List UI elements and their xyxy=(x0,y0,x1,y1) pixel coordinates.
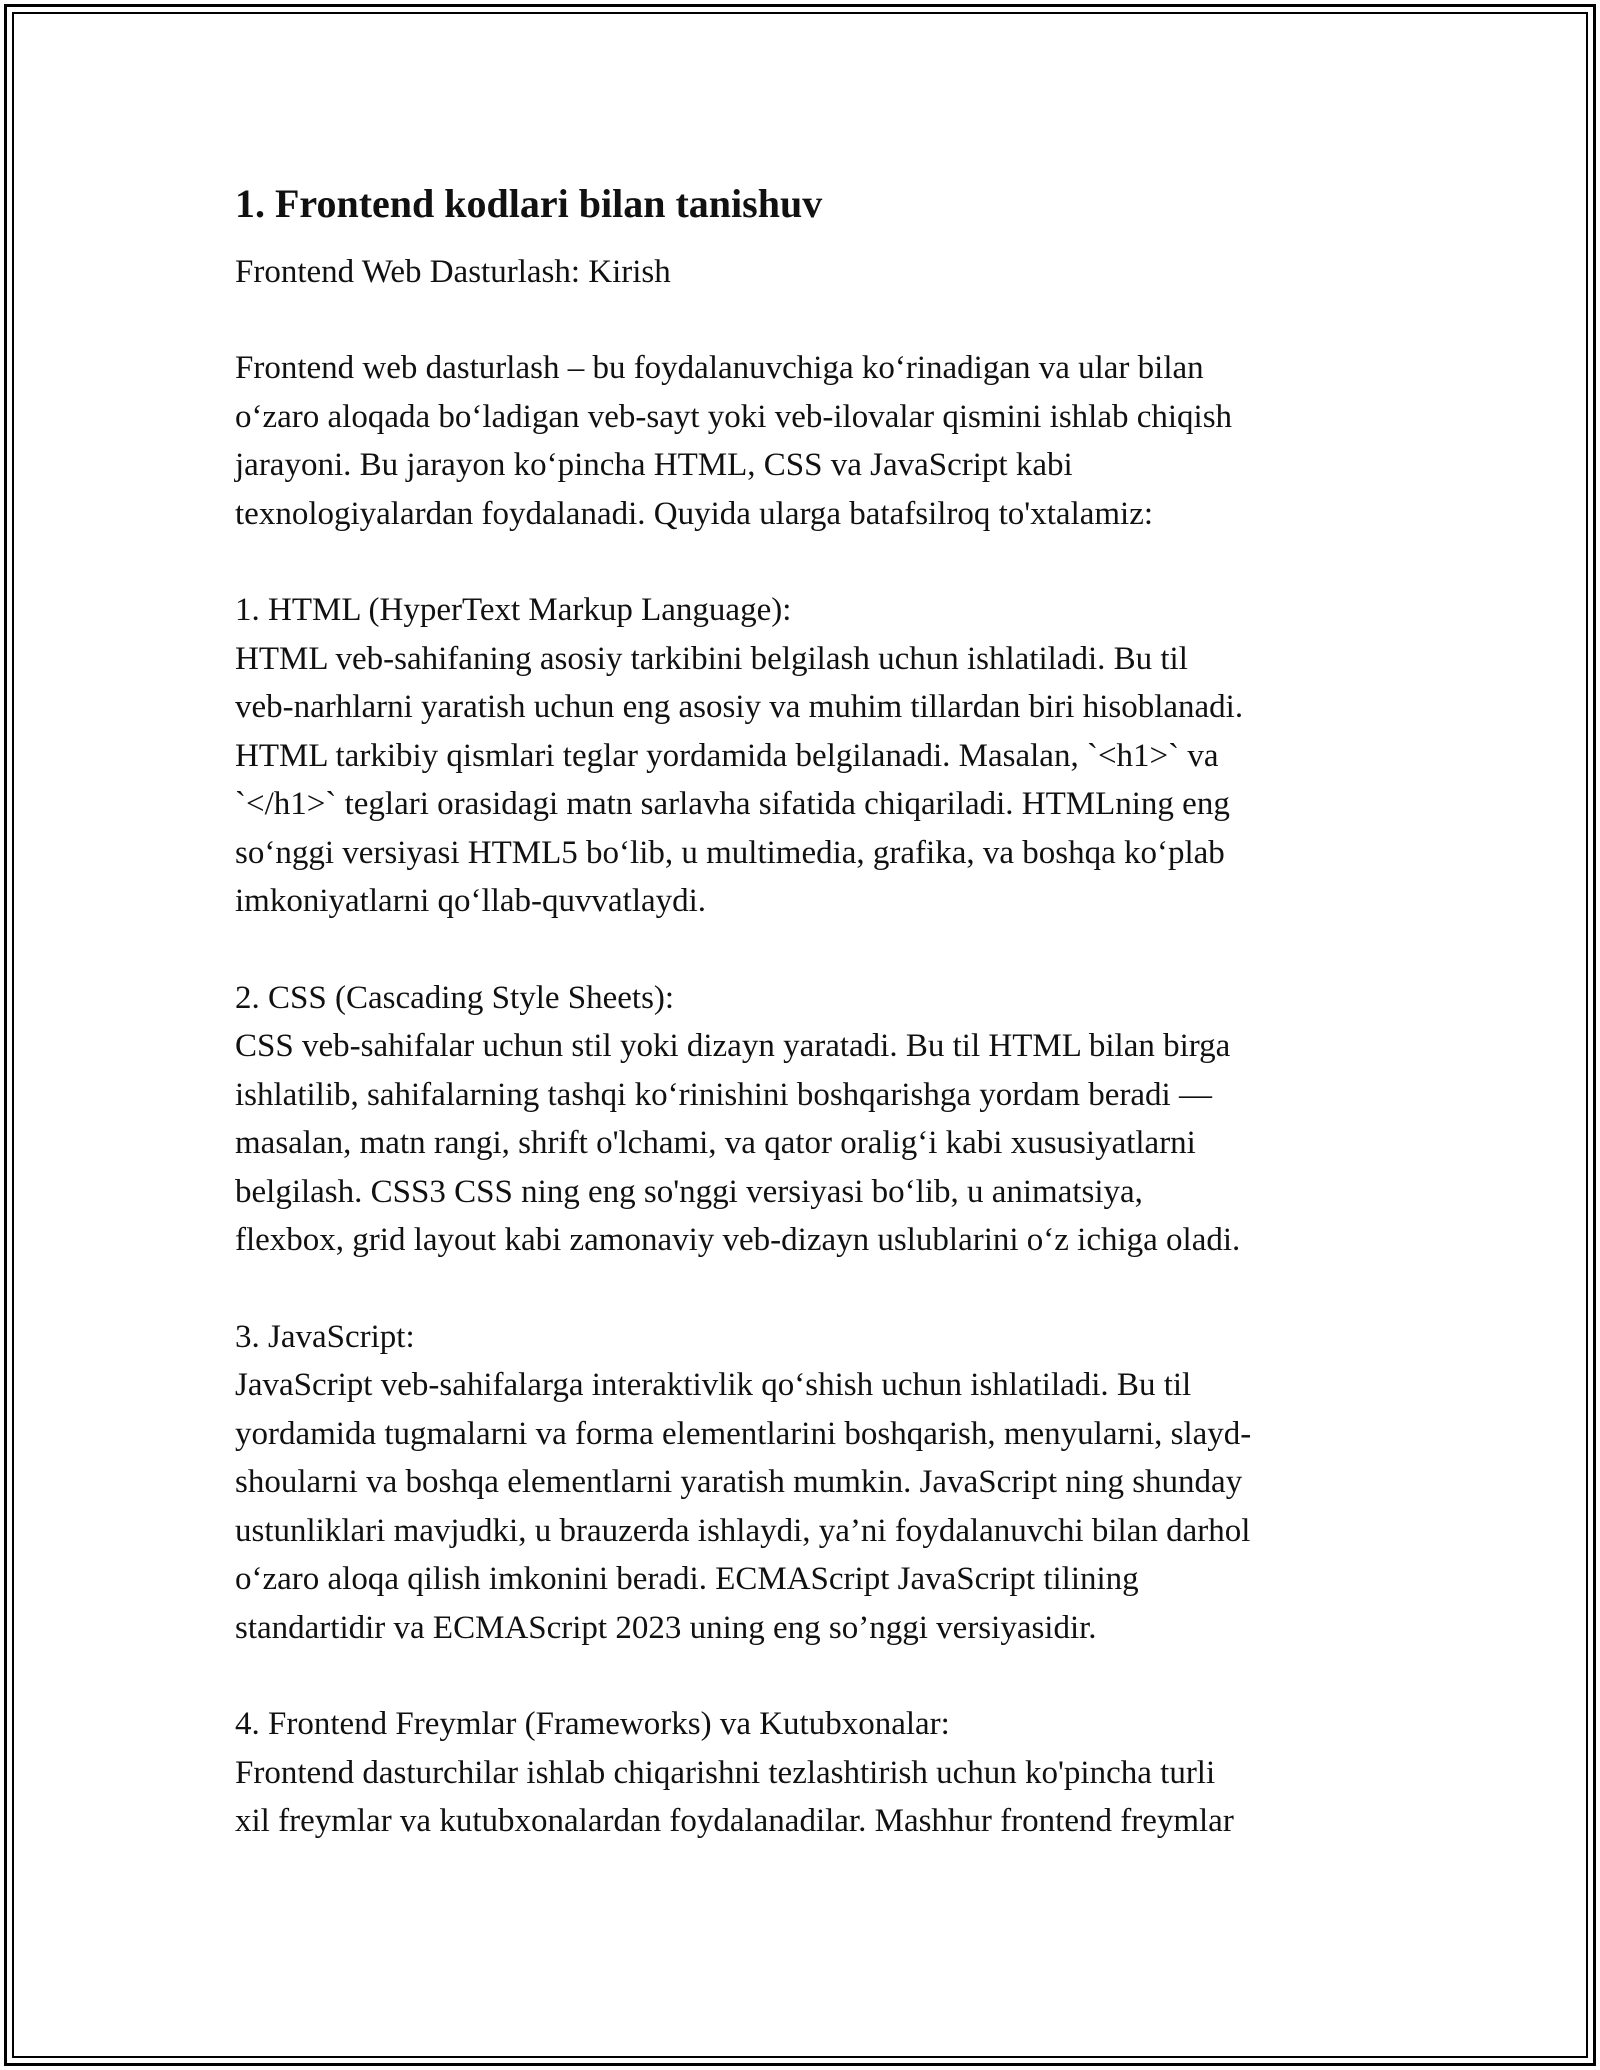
section-javascript xyxy=(235,1313,1395,1653)
paragraph-line: imkoniyatlarni qo‘llab-quvvatlaydi. xyxy=(235,883,707,919)
paragraph-line: veb-narhlarni yaratish uchun eng asosiy va muhim tillardan biri hisoblanadi. xyxy=(235,689,1244,725)
paragraph-line: HTML tarkibiy qismlari teglar yordamida belgilanadi. Masalan, `<h1>` va xyxy=(235,737,1219,774)
paragraph-line: HTML veb-sahifaning asosiy tarkibini belgilash uchun ishlatiladi. Bu til xyxy=(235,640,1188,677)
document-title: 1. Frontend kodlari bilan tanishuv xyxy=(235,181,823,226)
paragraph-line: o‘zaro aloqa qilish imkonini beradi. ECMAScript JavaScript tilining xyxy=(235,1561,1139,1597)
section-css xyxy=(235,974,1395,1265)
paragraph-line: Frontend web dasturlash – bu foydalanuvchiga ko‘rinadigan va ular bilan xyxy=(235,350,1204,386)
paragraph-line: texnologiyalardan foydalanadi. Quyida ularga batafsilroq to'xtalamiz: xyxy=(235,495,1154,532)
section-heading: 2. CSS (Cascading Style Sheets): xyxy=(235,979,675,1016)
section-heading: 4. Frontend Freymlar (Frameworks) va Kutubxonalar: xyxy=(235,1706,950,1742)
document-page xyxy=(235,180,1395,1894)
document-subtitle: Frontend Web Dasturlash: Kirish xyxy=(235,254,671,290)
paragraph-line: yordamida tugmalarni va forma elementlarini boshqarish, menyularni, slayd- xyxy=(235,1415,1252,1452)
paragraph-line: shoularni va boshqa elementlarni yaratish mumkin. JavaScript ning shunday xyxy=(235,1464,1243,1500)
paragraph-line: ustunliklari mavjudki, u brauzerda ishlaydi, ya’ni foydalanuvchi bilan darhol xyxy=(235,1512,1251,1549)
section-html xyxy=(235,586,1395,926)
intro-paragraph xyxy=(235,344,1395,538)
paragraph-line: standartidir va ECMAScript 2023 uning eng so’nggi versiyasidir. xyxy=(235,1609,1097,1646)
paragraph-line: Frontend dasturchilar ishlab chiqarishni tezlashtirish uchun ko'pincha turli xyxy=(235,1754,1216,1791)
paragraph-line: `</h1>` teglari orasidagi matn sarlavha sifatida chiqariladi. HTMLning eng xyxy=(235,786,1230,822)
paragraph-line: JavaScript veb-sahifalarga interaktivlik qo‘shish uchun ishlatiladi. Bu til xyxy=(235,1367,1192,1403)
paragraph-line: xil freymlar va kutubxonalardan foydalanadilar. Mashhur frontend freymlar xyxy=(235,1803,1234,1839)
paragraph-line: masalan, matn rangi, shrift o'lchami, va qator oralig‘i kabi xususiyatlarni xyxy=(235,1125,1196,1161)
paragraph-line: o‘zaro aloqada bo‘ladigan veb-sayt yoki veb-ilovalar qismini ishlab chiqish xyxy=(235,398,1233,435)
paragraph-line: so‘nggi versiyasi HTML5 bo‘lib, u multimedia, grafika, va boshqa ko‘plab xyxy=(235,834,1225,871)
section-heading: 1. HTML (HyperText Markup Language): xyxy=(235,592,792,628)
paragraph-line: jarayoni. Bu jarayon ko‘pincha HTML, CSS va JavaScript kabi xyxy=(235,447,1073,483)
section-heading: 3. JavaScript: xyxy=(235,1318,415,1355)
paragraph-line: belgilash. CSS3 CSS ning eng so'nggi versiyasi bo‘lib, u animatsiya, xyxy=(235,1173,1143,1210)
paragraph-line: ishlatilib, sahifalarning tashqi ko‘rinishini boshqarishga yordam beradi — xyxy=(235,1076,1212,1113)
paragraph-line: CSS veb-sahifalar uchun stil yoki dizayn yaratadi. Bu til HTML bilan birga xyxy=(235,1028,1231,1064)
section-frameworks xyxy=(235,1700,1395,1846)
paragraph-line: flexbox, grid layout kabi zamonaviy veb-dizayn uslublarini o‘z ichiga oladi. xyxy=(235,1222,1241,1258)
